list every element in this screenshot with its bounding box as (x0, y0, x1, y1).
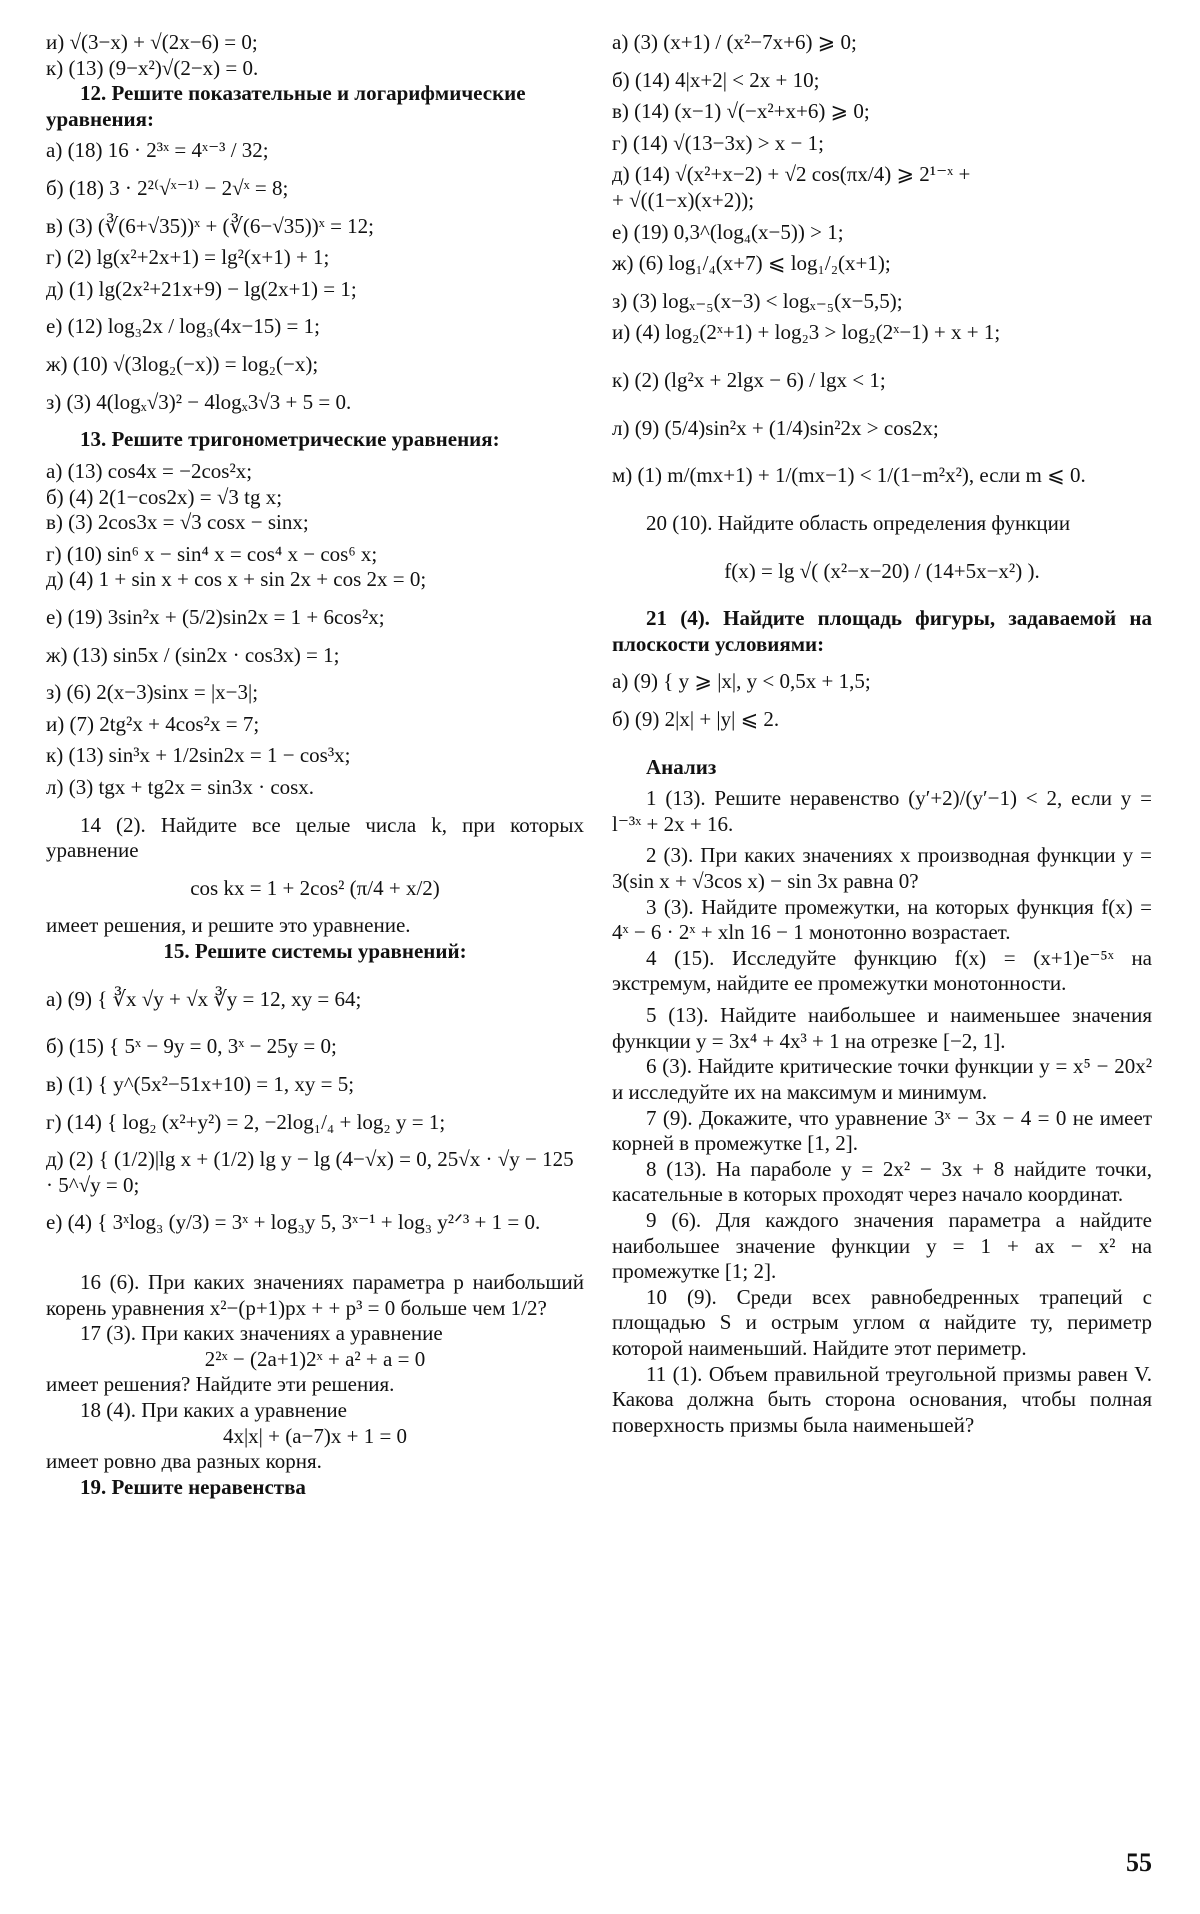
exercise-19-title: 19. Решите неравенства (80, 1474, 306, 1499)
exercise-12-item: б) (18) 3 · 2²⁽√ˣ⁻¹⁾ − 2√ˣ = 8; (46, 176, 289, 201)
exercise-13-title: 13. Решите тригонометрические уравнения: (80, 427, 500, 452)
exercise-19-item: к) (2) (lg²x + 2lgx − 6) / lgx < 1; (612, 368, 886, 393)
exercise-17-intro: 17 (3). При каких значениях a уравнение (80, 1321, 443, 1346)
exercise-19-item: г) (14) √(13−3x) > x − 1; (612, 130, 824, 155)
analysis-item: 7 (9). Докажите, что уравнение 3ˣ − 3x − 4 = 0 не имеет корней в промежутке [1, 2]. (612, 1105, 1152, 1156)
exercise-13-item: а) (13) cos4x = −2cos²x; (46, 458, 253, 483)
exercise-12-title: 12. Решите показательные и логарифмические уравнения: (46, 81, 526, 131)
exercise-13-item: б) (4) 2(1−cos2x) = √3 tg x; (46, 484, 283, 509)
analysis-item: 8 (13). На параболе y = 2x² − 3x + 8 найдите точки, касательные в которых проходят через начало координат. (612, 1156, 1152, 1207)
exercise-15-title: 15. Решите системы уравнений: (163, 939, 467, 964)
exercise-19-item: в) (14) (x−1) √(−x²+x+6) ⩾ 0; (612, 99, 870, 124)
exercise-18-intro: 18 (4). При каких a уравнение (80, 1397, 347, 1422)
exercise-17-formula: 2²ˣ − (2a+1)2ˣ + a² + a = 0 (204, 1346, 426, 1371)
exercise-12-item: е) (12) log₃2x / log₃(4x−15) = 1; (46, 314, 320, 339)
exercise-13-item: ж) (13) sin5x / (sin2x · cos3x) = 1; (46, 642, 340, 667)
exercise-15-item: д) (2) { (1/2)|lg x + (1/2) lg y − lg (4−√x) = 0, 25√x · √y − 125 · 5^√y = 0; (46, 1147, 574, 1197)
exercise-21-item: а) (9) { y ⩾ |x|, y < 0,5x + 1,5; (612, 669, 871, 694)
exercise-20-formula: f(x) = lg √( (x²−x−20) / (14+5x−x²) ). (724, 558, 1040, 583)
exercise-19-item: б) (14) 4|x+2| < 2x + 10; (612, 67, 820, 92)
exercise-21-item: б) (9) 2|x| + |y| ⩽ 2. (612, 706, 780, 731)
exercise-19-item: м) (1) m/(mx+1) + 1/(mx−1) < 1/(1−m²x²), если m ⩽ 0. (612, 463, 1086, 488)
analysis-item: 9 (6). Для каждого значения параметра a найдите наибольшее значение функции y = 1 + ax − x² на промежутке [1; 2]. (612, 1207, 1152, 1284)
exercise-13-item: д) (4) 1 + sin x + cos x + sin 2x + cos 2x = 0; (46, 567, 427, 592)
exercise-14-formula: cos kx = 1 + 2cos² (π/4 + x/2) (190, 875, 440, 900)
exercise-19-item: и) (4) log₂(2ˣ+1) + log₂3 > log₂(2ˣ−1) + x + 1; (612, 320, 1001, 345)
analysis-item: 3 (3). Найдите промежутки, на которых функция f(x) = 4ˣ − 6 · 2ˣ + xln 16 − 1 монотонно возрастает. (612, 894, 1152, 945)
analysis-heading: Анализ (646, 754, 717, 779)
exercise-12-item: а) (18) 16 · 2³ˣ = 4ˣ⁻³ / 32; (46, 138, 269, 163)
exercise-15-item: б) (15) { 5ˣ − 9y = 0, 3ˣ − 25y = 0; (46, 1034, 337, 1059)
exercise-13-item: в) (3) 2cos3x = √3 cosx − sinx; (46, 510, 309, 535)
analysis-item: 1 (13). Решите неравенство (y′+2)/(y′−1) < 2, если y = l⁻³ˣ + 2x + 16. (612, 786, 1152, 836)
exercise-18-formula: 4x|x| + (a−7)x + 1 = 0 (222, 1423, 408, 1448)
exercise-20: 20 (10). Найдите область определения функции (646, 510, 1071, 535)
exercise-15-item: е) (4) { 3ˣlog₃ (y/3) = 3ˣ + log₃y 5, 3ˣ⁻¹ + log₃ y²ᐟ³ + 1 = 0. (46, 1210, 541, 1235)
exercise-13-item: и) (7) 2tg²x + 4cos²x = 7; (46, 711, 260, 736)
exercise-12-item: д) (1) lg(2x²+21x+9) − lg(2x+1) = 1; (46, 276, 357, 301)
analysis-item: 5 (13). Найдите наибольшее и наименьшее значения функции y = 3x⁴ + 4x³ + 1 на отрезке [−2, 1]. (612, 1003, 1152, 1053)
exercise-13-item: з) (6) 2(x−3)sinx = |x−3|; (46, 680, 259, 705)
analysis-item: 4 (15). Исследуйте функцию f(x) = (x+1)e⁻⁵ˣ на экстремум, найдите ее промежутки монотонности. (612, 945, 1152, 996)
exercise-19-item: а) (3) (x+1) / (x²−7x+6) ⩾ 0; (612, 30, 857, 54)
exercise-19-item: е) (19) 0,3^(log₄(x−5)) > 1; (612, 219, 844, 244)
exercise-12-item: в) (3) (∛(6+√35))ˣ + (∛(6−√35))ˣ = 12; (46, 213, 375, 238)
exercise-14-intro: 14 (2). Найдите все целые числа k, при которых уравнение (46, 812, 584, 863)
exercise-12-item: з) (3) 4(logₓ√3)² − 4logₓ3√3 + 5 = 0. (46, 389, 352, 414)
analysis-item: 10 (9). Среди всех равнобедренных трапеций с площадью S и острым углом α найдите ту, периметр которой наименьший. Найдите этот периметр. (612, 1284, 1152, 1360)
exercise-19-item: ж) (6) log₁/₄(x+7) ⩽ log₁/₂(x+1); (612, 251, 891, 276)
exercise-13-item: л) (3) tgx + tg2x = sin3x · cosx. (46, 775, 315, 800)
exercise-21-intro: 21 (4). Найдите площадь фигуры, задаваемой на плоскости условиями: (612, 606, 1152, 656)
exercise-11-item-i: и) √(3−x) + √(2x−6) = 0; (46, 30, 258, 54)
exercise-17-tail: имеет решения? Найдите эти решения. (46, 1372, 395, 1397)
exercise-19-item: + √((1−x)(x+2)); (612, 188, 755, 213)
analysis-item: 11 (1). Объем правильной треугольной призмы равен V. Какова должна быть сторона основания, чтобы полная поверхность призмы была наименьшей? (612, 1361, 1152, 1437)
exercise-15-item: г) (14) { log₂ (x²+y²) = 2, −2log₁/₄ + log₂ y = 1; (46, 1109, 446, 1134)
exercise-19-item: д) (14) √(x²+x−2) + √2 cos(πx/4) ⩾ 2¹⁻ˣ + (612, 162, 971, 187)
exercise-11-item-k: к) (13) (9−x²)√(2−x) = 0. (46, 55, 259, 80)
exercise-13-item: г) (10) sin⁶ x − sin⁴ x = cos⁴ x − cos⁶ x; (46, 541, 378, 566)
page-number: 55 (1126, 1848, 1152, 1877)
exercise-16: 16 (6). При каких значениях параметра p наибольший корень уравнения x²−(p+1)px + + p³ = 0 больше чем 1/2? (46, 1269, 584, 1320)
analysis-item: 2 (3). При каких значениях x производная функции y = 3(sin x + √3cos x) − sin 3x равна 0? (612, 843, 1152, 894)
exercise-18-tail: имеет ровно два разных корня. (46, 1449, 322, 1474)
exercise-14-tail: имеет решения, и решите это уравнение. (46, 913, 411, 938)
exercise-13-item: к) (13) sin³x + 1/2sin2x = 1 − cos³x; (46, 743, 351, 768)
exercise-19-item: л) (9) (5/4)sin²x + (1/4)sin²2x > cos2x; (612, 415, 939, 440)
exercise-15-item: в) (1) { y^(5x²−51x+10) = 1, xy = 5; (46, 1071, 355, 1096)
exercise-12-item: ж) (10) √(3log₂(−x)) = log₂(−x); (46, 352, 319, 377)
right-column (612, 30, 1152, 1438)
exercise-19-item: з) (3) logₓ₋₅(x−3) < logₓ₋₅(x−5,5); (612, 288, 903, 313)
left-column (46, 30, 584, 1500)
analysis-item: 6 (3). Найдите критические точки функции y = x⁵ − 20x² и исследуйте их на максимум и минимум. (612, 1054, 1152, 1104)
exercise-13-item: е) (19) 3sin²x + (5/2)sin2x = 1 + 6cos²x; (46, 604, 385, 629)
exercise-12-item: г) (2) lg(x²+2x+1) = lg²(x+1) + 1; (46, 245, 330, 270)
exercise-15-item: а) (9) { ∛x √y + √x ∛y = 12, xy = 64; (46, 986, 362, 1011)
